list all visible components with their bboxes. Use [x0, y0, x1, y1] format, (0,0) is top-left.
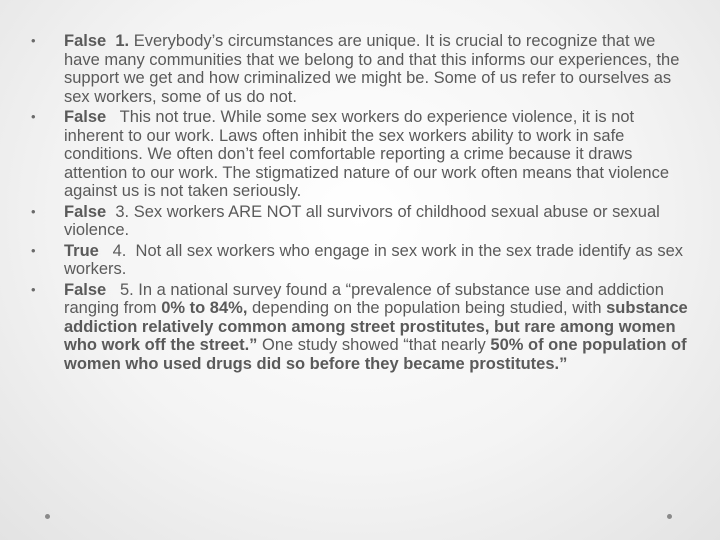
answer-label: False — [64, 32, 107, 50]
corner-dot-left — [45, 514, 50, 519]
emphasis-text: 0% to 84%, — [161, 299, 248, 317]
bullet-item — [28, 32, 692, 106]
bullet-item — [28, 203, 692, 240]
bullet-dot-icon: • — [31, 109, 36, 124]
answer-label: False — [64, 108, 107, 126]
body-text: This not true. While some sex workers do experience violence, it is not inherent to our work. Laws often inhibit the sex workers ability to work in safe conditions. We often don’t feel comfortable reporting a crime because it draws attention to our work. The stigmatized nature of our work often means that violence against us is not taken seriously. — [64, 108, 674, 200]
emphasis-text: substance addiction relatively common among street prostitutes, but rare among women who work off the street.” — [64, 299, 693, 354]
corner-dot-right — [667, 514, 672, 519]
body-text: Everybody’s circumstances are unique. It is crucial to recognize that we have many communities that we belong to and that this informs our experiences, the support we get and how criminalized we might be. Some of us refer to ourselves as sex workers, some of us do not. — [64, 32, 685, 106]
body-text: 4. Not all sex workers who engage in sex work in the sex trade identify as sex workers. — [64, 241, 688, 278]
bullet-dot-icon: • — [31, 33, 36, 48]
bullet-dot-icon: • — [31, 281, 36, 297]
bullet-item — [28, 281, 692, 374]
answer-label: True — [64, 241, 99, 260]
body-text: 5. In a national survey found a “prevalence of substance use and addiction ranging from — [64, 280, 669, 317]
bullet-dot-icon: • — [31, 242, 36, 258]
body-text: 3. Sex workers ARE NOT all survivors of childhood sexual abuse or sexual violence. — [64, 202, 665, 239]
answer-label: False — [64, 202, 107, 221]
emphasis-text: 1. — [115, 32, 130, 50]
body-text: depending on the population being studied, with — [247, 299, 607, 317]
answer-label: False — [64, 280, 107, 299]
body-text — [106, 32, 115, 50]
bullet-list — [28, 32, 692, 373]
emphasis-text: 50% of one population of women who used drugs did so before they became prostitutes.” — [64, 336, 692, 373]
bullet-item — [28, 108, 692, 201]
bullet-dot-icon: • — [31, 203, 36, 219]
bullet-item — [28, 242, 692, 279]
body-text: One study showed “that nearly — [257, 336, 491, 354]
